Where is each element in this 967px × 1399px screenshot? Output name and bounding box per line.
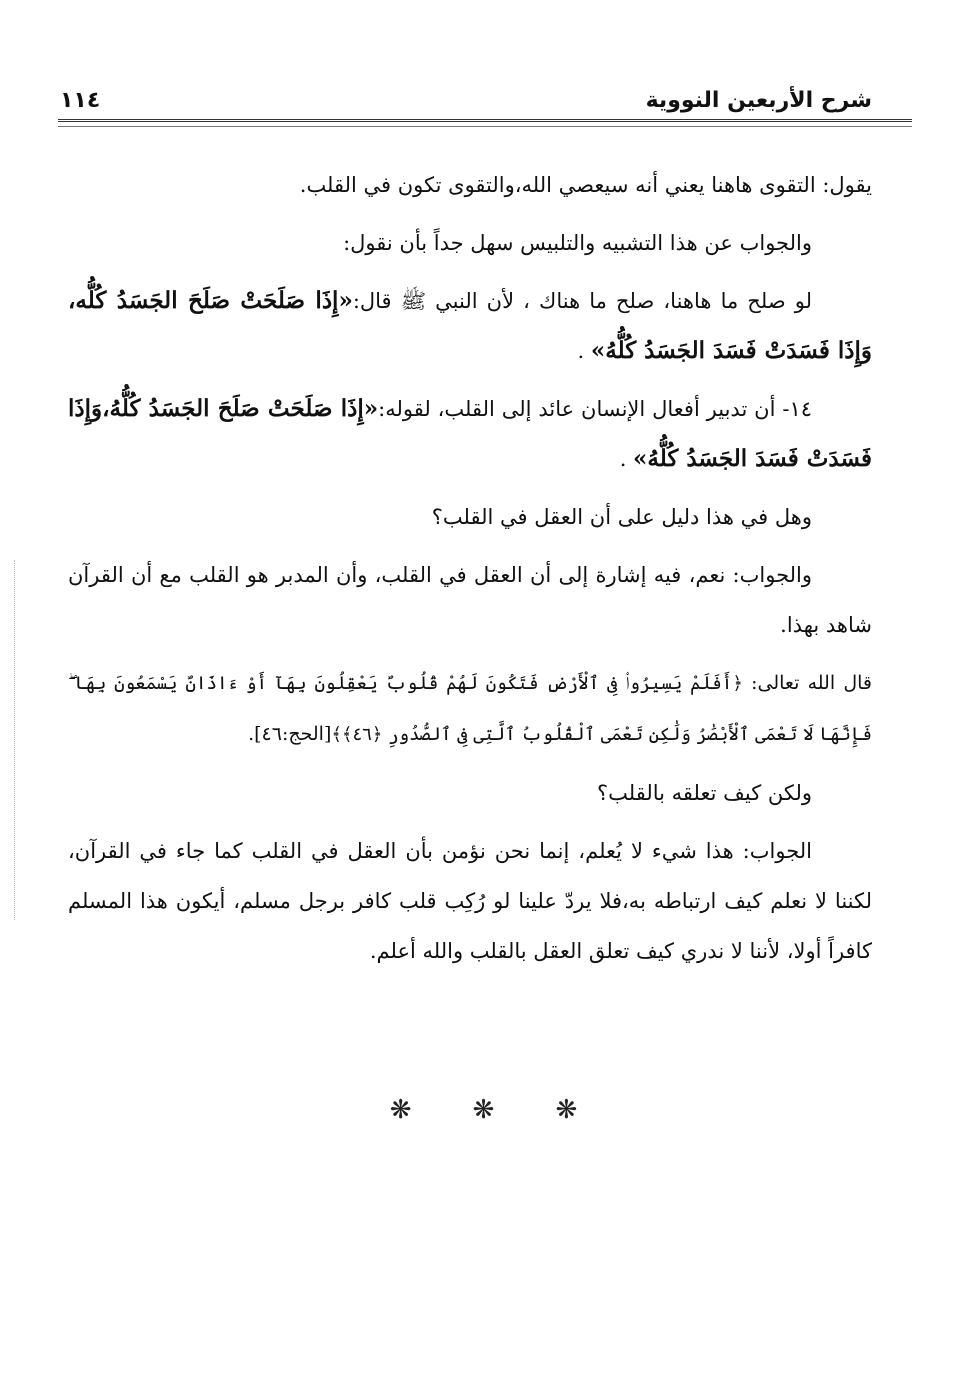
header-rule <box>58 119 912 122</box>
book-title: شرح الأربعين النووية <box>645 88 872 113</box>
paragraph-4-text: ١٤- أن تدبير أفعال الإنسان عائد إلى القلب، لقوله: <box>378 397 812 421</box>
asterism-icon: ❋ <box>389 1095 412 1125</box>
paragraph-7 <box>68 658 872 760</box>
paragraph-2: والجواب عن هذا التشبيه والتلبيس سهل جداً بأن نقول: <box>343 231 812 255</box>
paragraph-8: ولكن كيف تعلقه بالقلب؟ <box>596 781 812 805</box>
quran-verse: ﴿أَفَلَمْ يَسِيرُوا۟ فِى ٱلْأَرْضِ فَتَكُونَ لَهُمْ قُلُوبٌ يَعْقِلُونَ بِهَآ أَوْ ءَاذَانٌ يَسْمَعُونَ بِهَا ۖ فَإِنَّهَا لَا تَعْمَى ٱلْأَبْصَٰرُ وَلَٰكِن تَعْمَى ٱلْقُلُوبُ ٱلَّتِى فِى ٱلصُّدُورِ ﴿٤٦﴾﴾ <box>68 673 872 745</box>
section-separator <box>0 1095 967 1125</box>
asterism-icon: ❋ <box>555 1095 578 1125</box>
paragraph-5: وهل في هذا دليل على أن العقل في القلب؟ <box>431 505 812 529</box>
hadith-quote-2: «إِذَا صَلَحَتْ صَلَحَ الجَسَدُ كُلُّهُ،وَإِذَا فَسَدَتْ فَسَدَ الجَسَدُ كُلُّهُ» <box>68 395 872 472</box>
paragraph-7-text: قال الله تعالى: <box>742 672 872 694</box>
quran-reference: [الحج:٤٦]. <box>248 723 332 745</box>
paragraph-3-text: لو صلح ما هاهنا، صلح ما هناك ، لأن النبي ﷺ قال: <box>352 289 812 313</box>
page-header <box>60 80 872 116</box>
page-number: ١١٤ <box>60 88 101 113</box>
scan-margin-artifact <box>14 560 17 920</box>
hadith-quote-1: «إِذَا صَلَحَتْ صَلَحَ الجَسَدُ كُلُّه، وَإِذَا فَسَدَتْ فَسَدَ الجَسَدُ كُلُّهُ» <box>68 287 872 364</box>
paragraph-3 <box>68 276 872 376</box>
paragraph-9: الجواب: هذا شيء لا يُعلم، إنما نحن نؤمن بأن العقل في القلب كما جاء في القرآن، لكننا لا نعلم كيف ارتباطه به،فلا يردّ علينا لو رُكِب قلب كافر برجل مسلم، أيكون هذا المسلم كافراً أولا، لأننا لا ندري كيف تعلق العقل بالقلب والله أعلم. <box>68 839 872 963</box>
paragraph-3-end: . <box>577 339 591 363</box>
header-rule-thin <box>58 126 912 127</box>
page-body <box>68 160 872 984</box>
paragraph-6: والجواب: نعم، فيه إشارة إلى أن العقل في القلب، وأن المدبر هو القلب مع أن القرآن شاهد بهذا. <box>68 563 872 637</box>
asterism-icon: ❋ <box>472 1095 495 1125</box>
paragraph-1: يقول: التقوى هاهنا يعني أنه سيعصي الله،والتقوى تكون في القلب. <box>299 173 872 197</box>
paragraph-4 <box>68 384 872 484</box>
paragraph-4-end: . <box>619 447 634 471</box>
